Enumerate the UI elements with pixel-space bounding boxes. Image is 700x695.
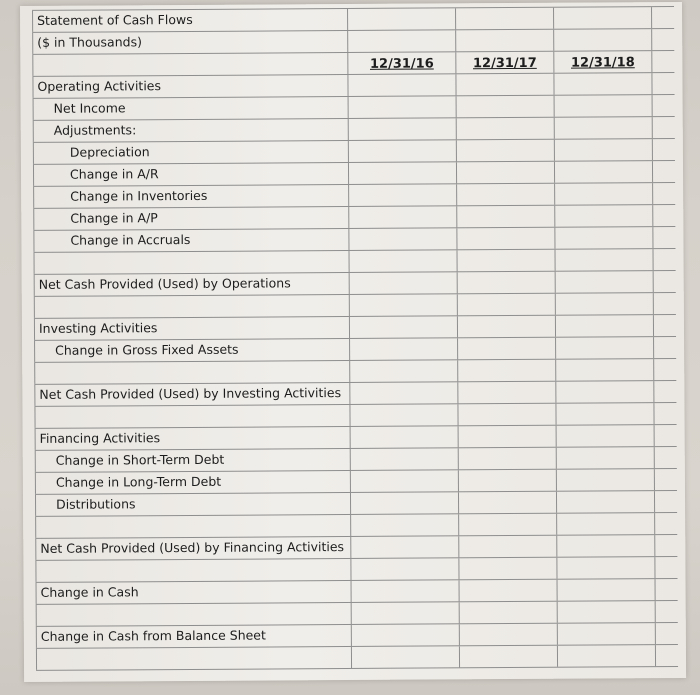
change-short-term-debt-label: Change in Short-Term Debt [35,449,351,472]
value-cell [557,469,655,491]
value-cell [555,205,653,227]
net-cash-financing-label: Net Cash Provided (Used) by Financing Activities [35,537,351,560]
date-header-cell [554,51,652,73]
label-cell [36,603,352,626]
value-cell [459,536,557,558]
label-cell [34,251,350,274]
date-header-cell [456,52,554,74]
value-cell [350,294,458,316]
value-cell [555,117,653,139]
value-cell [557,447,655,469]
value-cell [556,403,654,425]
value-cell [457,228,555,250]
table-row-blank [36,645,678,671]
investing-activities-label: Investing Activities [34,317,350,340]
value-cell [350,250,458,272]
value-cell [558,623,656,645]
date-header-2017: 12/31/17 [472,55,537,72]
value-cell [351,492,459,514]
value-cell [457,184,555,206]
value-cell [456,30,554,52]
value-cell [351,514,459,536]
value-cell [351,426,459,448]
value-cell [556,271,654,293]
change-ap-label: Change in A/P [33,207,349,230]
value-cell [556,359,654,381]
value-cell [557,535,655,557]
value-cell [459,426,557,448]
worksheet-paper [20,2,686,682]
date-header-2018: 12/31/18 [570,55,635,71]
depreciation-label: Depreciation [33,141,349,164]
value-cell [349,118,457,140]
value-cell [458,338,556,360]
value-cell [350,404,458,426]
value-cell [349,206,457,228]
value-cell [351,558,459,580]
value-cell [456,8,554,30]
change-long-term-debt-label: Change in Long-Term Debt [35,471,351,494]
value-cell [556,315,654,337]
value-cell [349,140,457,162]
value-cell [352,602,460,624]
change-in-cash-label: Change in Cash [36,581,352,604]
value-cell [348,74,456,96]
date-header-cell [348,52,456,74]
value-cell [350,382,458,404]
value-cell [558,579,656,601]
date-header-2016: 12/31/16 [369,56,434,72]
value-cell [554,73,652,95]
distributions-label: Distributions [35,493,351,516]
financing-activities-label: Financing Activities [35,427,351,450]
label-cell [36,647,352,670]
value-cell [555,139,653,161]
value-cell [555,183,653,205]
value-cell [458,360,556,382]
value-cell [556,337,654,359]
value-cell [555,227,653,249]
cash-flow-table [32,6,678,671]
change-inventories-label: Change in Inventories [33,185,349,208]
value-cell [460,602,558,624]
value-cell [460,624,558,646]
label-cell [32,53,348,76]
value-cell [557,557,655,579]
net-income-label: Net Income [33,97,349,120]
adjustments-label: Adjustments: [33,119,349,142]
value-cell [351,536,459,558]
value-cell [348,8,456,30]
label-cell [34,295,350,318]
value-cell [457,162,555,184]
value-cell [458,250,556,272]
value-cell [557,491,655,513]
value-cell [456,74,554,96]
value-cell [348,30,456,52]
value-cell [555,95,653,117]
value-cell [459,558,557,580]
value-cell [458,294,556,316]
label-cell [35,515,351,538]
value-cell [352,624,460,646]
value-cell [350,338,458,360]
value-cell [556,293,654,315]
value-cell [555,249,653,271]
value-cell [457,118,555,140]
change-accruals-label: Change in Accruals [33,229,349,252]
net-cash-operations-label: Net Cash Provided (Used) by Operations [34,273,350,296]
value-cell [350,272,458,294]
value-cell [351,470,459,492]
value-cell [458,272,556,294]
value-cell [557,513,655,535]
value-cell [460,646,558,668]
label-cell [35,559,351,582]
statement-title: Statement of Cash Flows [32,9,348,32]
value-cell [458,382,556,404]
net-cash-investing-label: Net Cash Provided (Used) by Investing Activities [34,383,350,406]
value-cell [557,425,655,447]
value-cell [459,470,557,492]
value-cell [459,448,557,470]
value-cell [457,206,555,228]
value-cell [349,96,457,118]
value-cell [458,404,556,426]
value-cell [556,381,654,403]
operating-activities-label: Operating Activities [32,75,348,98]
value-cell [554,7,652,29]
label-cell [34,361,350,384]
value-cell [558,601,656,623]
label-cell [34,405,350,428]
value-cell [349,184,457,206]
statement-subtitle: ($ in Thousands) [32,31,348,54]
value-cell [459,492,557,514]
change-gross-fixed-assets-label: Change in Gross Fixed Assets [34,339,350,362]
change-ar-label: Change in A/R [33,163,349,186]
change-in-cash-balance-sheet-label: Change in Cash from Balance Sheet [36,625,352,648]
value-cell [350,360,458,382]
value-cell [555,161,653,183]
value-cell [458,316,556,338]
value-cell [558,645,656,667]
value-cell [349,228,457,250]
value-cell [349,162,457,184]
value-cell [352,580,460,602]
value-cell [351,448,459,470]
value-cell [457,140,555,162]
value-cell [350,316,458,338]
value-cell [554,29,652,51]
value-cell [352,646,460,668]
value-cell [457,96,555,118]
value-cell [459,514,557,536]
value-cell [460,580,558,602]
